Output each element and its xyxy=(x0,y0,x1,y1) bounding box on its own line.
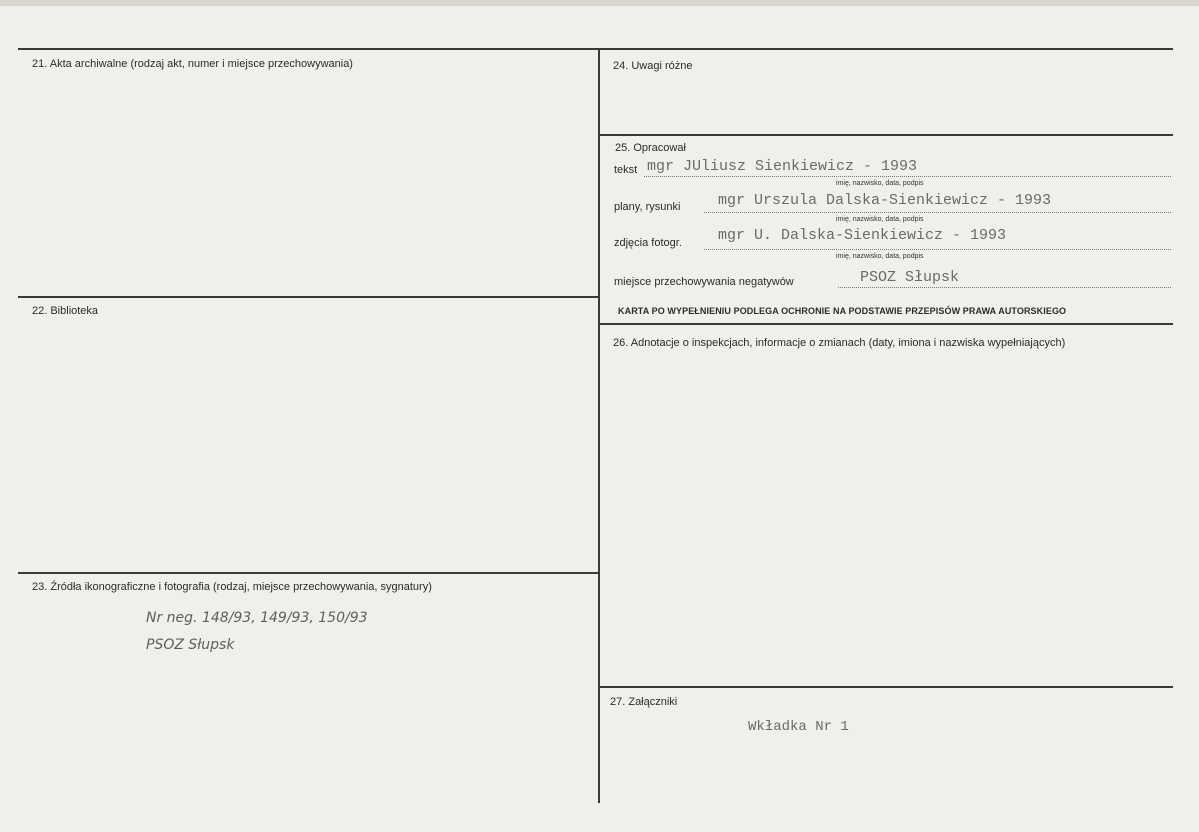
section-23-label: 23. Źródła ikonograficzne i fotografia (rodzaj, miejsce przechowywania, sygnatury) xyxy=(32,581,432,593)
plany-hint: imię, nazwisko, data, podpis xyxy=(836,216,924,223)
plany-dotted-line xyxy=(704,212,1171,213)
scan-top-edge xyxy=(0,0,1199,6)
attachment-value: Wkładka Nr 1 xyxy=(748,719,849,735)
divider-22-23 xyxy=(18,572,598,574)
plany-value: mgr Urszula Dalska-Sienkiewicz - 1993 xyxy=(718,192,1052,209)
section-27-label: 27. Załączniki xyxy=(610,696,678,708)
copyright-notice: KARTA PO WYPEŁNIENIU PODLEGA OCHRONIE NA PODSTAWIE PRZEPISÓW PRAWA AUTORSKIEGO xyxy=(618,306,1067,316)
section-25-label: 25. Opracował xyxy=(615,142,686,154)
tekst-value: mgr JUliusz Sienkiewicz - 1993 xyxy=(647,158,918,175)
section-21-label: 21. Akta archiwalne (rodzaj akt, numer i miejsce przechowywania) xyxy=(32,58,353,70)
zdjecia-dotted-line xyxy=(704,249,1171,250)
negatywy-value: PSOZ Słupsk xyxy=(860,269,960,286)
section-24-label: 24. Uwagi różne xyxy=(613,60,693,72)
tekst-dotted-line xyxy=(644,176,1171,177)
center-divider-line xyxy=(598,48,600,803)
section-22-label: 22. Biblioteka xyxy=(32,305,99,317)
tekst-label: tekst xyxy=(614,164,638,176)
divider-25-26 xyxy=(598,323,1173,325)
divider-26-27 xyxy=(598,686,1173,688)
negatywy-dotted-line xyxy=(838,287,1171,288)
divider-21-22 xyxy=(18,296,598,298)
negatywy-label: miejsce przechowywania negatywów xyxy=(614,276,794,288)
section-26-label: 26. Adnotacje o inspekcjach, informacje o zmianach (daty, imiona i nazwiska wypełniających) xyxy=(613,337,1066,349)
tekst-hint: imię, nazwisko, data, podpis xyxy=(836,180,924,187)
section-23-negatives-entry: Nr neg. 148/93, 149/93, 150/93 xyxy=(146,610,368,626)
divider-24-25 xyxy=(598,134,1173,136)
zdjecia-hint: imię, nazwisko, data, podpis xyxy=(836,253,924,260)
zdjecia-label: zdjęcia fotogr. xyxy=(614,237,682,249)
top-border-line xyxy=(18,48,1173,50)
zdjecia-value: mgr U. Dalska-Sienkiewicz - 1993 xyxy=(718,227,1007,244)
plany-label: plany, rysunki xyxy=(614,201,681,213)
section-23-location-entry: PSOZ Słupsk xyxy=(146,637,235,653)
